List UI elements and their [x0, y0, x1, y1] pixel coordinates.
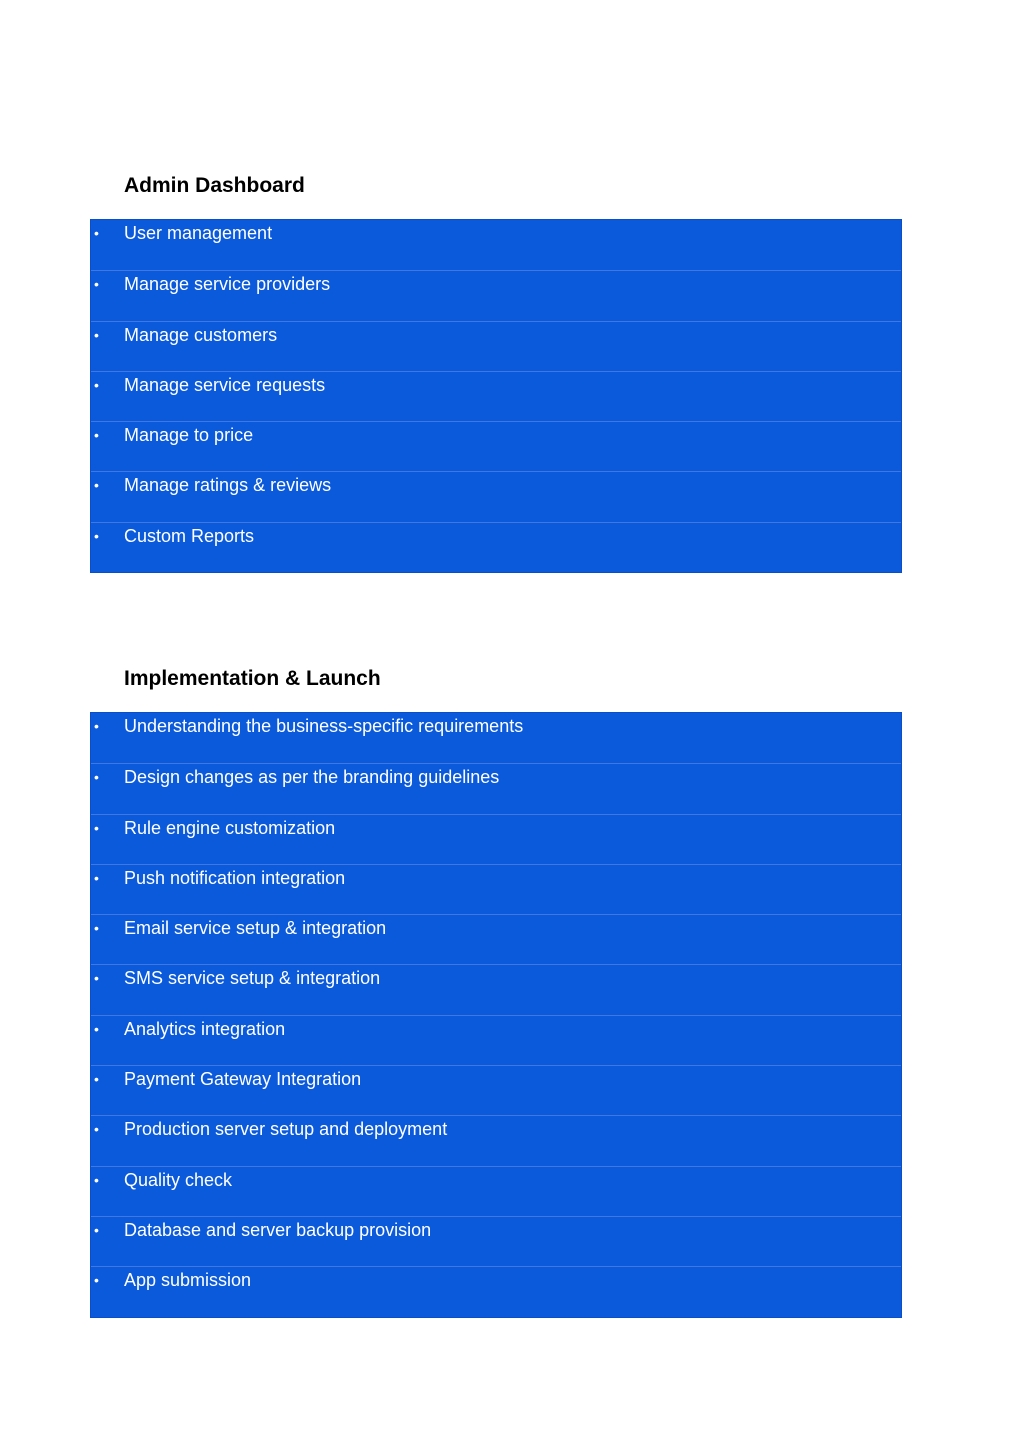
list-item [91, 1015, 901, 1065]
list-item [91, 522, 901, 572]
bullet-icon: • [94, 276, 99, 293]
list-item-label: SMS service setup & integration [124, 968, 381, 989]
bullet-icon: • [94, 718, 99, 734]
bullet-icon: • [94, 819, 99, 836]
list-item-label: Payment Gateway Integration [124, 1069, 362, 1090]
list-item-label: Understanding the business-specific requirements [124, 716, 524, 736]
list-item [91, 713, 901, 763]
list-item-label: Manage service requests [124, 374, 326, 395]
list-item [91, 371, 901, 421]
bullet-icon: • [94, 920, 99, 937]
list-item [91, 1065, 901, 1115]
section-title-admin-dashboard: Admin Dashboard [124, 174, 305, 197]
bullet-icon: • [94, 1121, 99, 1138]
bullet-icon: • [94, 970, 99, 987]
list-item-label: Push notification integration [124, 867, 346, 888]
section-title-implementation-launch: Implementation & Launch [124, 667, 381, 690]
bullet-icon: • [94, 1171, 99, 1188]
list-item-label: Database and server backup provision [124, 1219, 432, 1240]
bullet-icon: • [94, 1272, 99, 1289]
list-item [91, 763, 901, 813]
list-item [91, 220, 901, 270]
bullet-icon: • [94, 869, 99, 886]
bullet-icon: • [94, 376, 99, 393]
bullet-icon: • [94, 1071, 99, 1088]
list-item-label: Manage service providers [124, 274, 331, 295]
list-item-label: Manage ratings & reviews [124, 475, 332, 496]
list-item [91, 914, 901, 964]
list-item-label: Email service setup & integration [124, 918, 387, 939]
list-item [91, 321, 901, 371]
list-item-label: Manage customers [124, 324, 278, 345]
list-item-label: Rule engine customization [124, 817, 336, 838]
list-item-label: Design changes as per the branding guidelines [124, 767, 500, 788]
list-item [91, 471, 901, 521]
list-item [91, 964, 901, 1014]
list-item [91, 1166, 901, 1216]
list-item [91, 864, 901, 914]
list-item [91, 814, 901, 864]
admin-dashboard-feature-list [90, 219, 902, 573]
list-item-label: App submission [124, 1270, 252, 1291]
bullet-icon: • [94, 326, 99, 343]
list-item-label: Quality check [124, 1169, 233, 1190]
bullet-icon: • [94, 769, 99, 786]
list-item-label: Manage to price [124, 425, 254, 446]
list-item-label: Production server setup and deployment [124, 1119, 448, 1140]
bullet-icon: • [94, 1020, 99, 1037]
list-item-label: Custom Reports [124, 525, 255, 546]
implementation-launch-feature-list [90, 712, 902, 1318]
list-item [91, 1216, 901, 1266]
bullet-icon: • [94, 427, 99, 444]
list-item [91, 270, 901, 320]
bullet-icon: • [94, 477, 99, 494]
bullet-icon: • [94, 225, 99, 241]
bullet-icon: • [94, 1221, 99, 1238]
bullet-icon: • [94, 527, 99, 544]
list-item-label: Analytics integration [124, 1018, 286, 1039]
list-item [91, 1115, 901, 1165]
list-item-label: User management [124, 223, 273, 243]
list-item [91, 1266, 901, 1316]
list-item [91, 421, 901, 471]
